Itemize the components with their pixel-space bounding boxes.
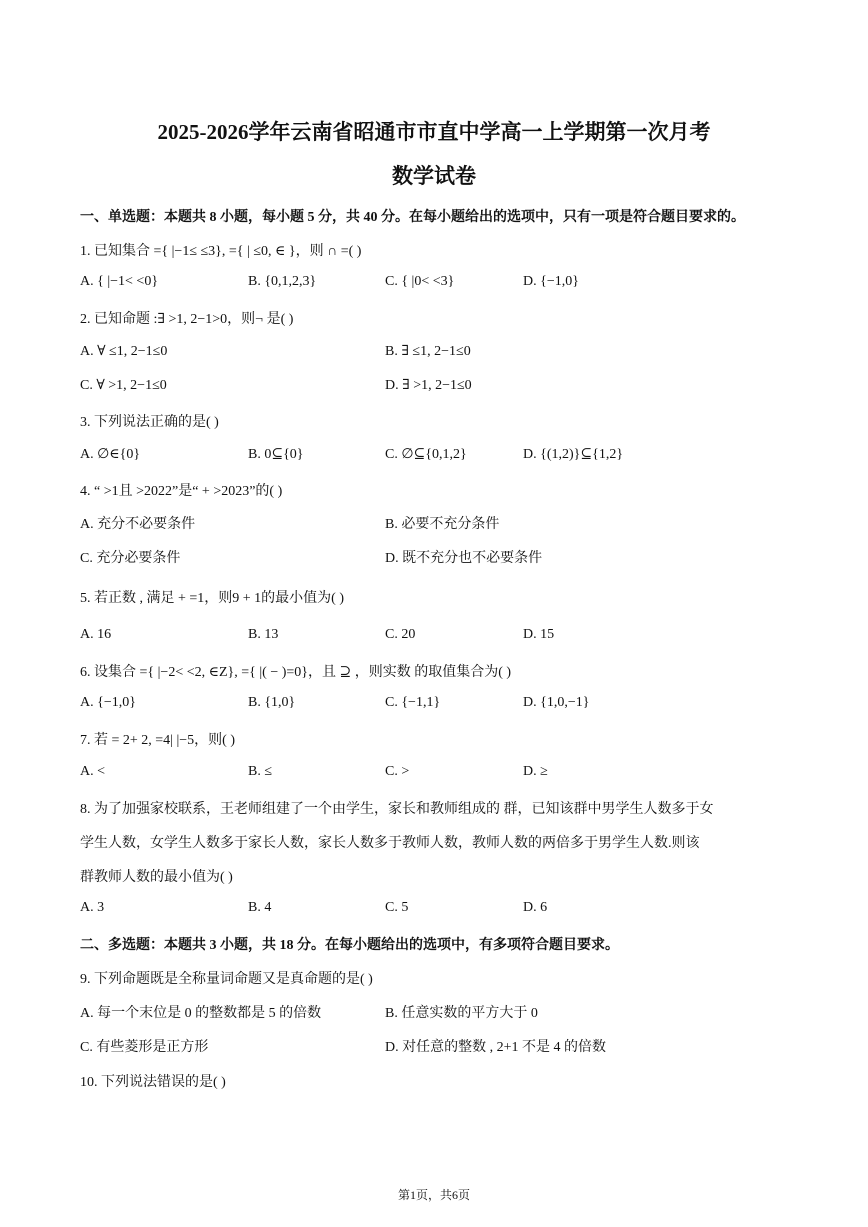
exam-subtitle: 数学试卷 xyxy=(392,164,476,188)
question-6-option-a: A. {−1,0} xyxy=(80,695,136,710)
page-footer: 第1页，共6页 xyxy=(397,1188,470,1202)
question-3-option-a: A. ∅∈{0} xyxy=(80,447,141,462)
question-3-stem: 3. 下列说法正确的是( ) xyxy=(80,415,219,430)
question-8-stem-line-3: 群教师人数的最小值为( ) xyxy=(80,870,233,885)
question-5-option-a: A. 16 xyxy=(80,627,112,642)
question-4-option-a: A. 充分不必要条件 xyxy=(80,517,196,532)
exam-title: 2025-2026学年云南省昭通市市直中学高一上学期第一次月考 xyxy=(157,120,711,144)
question-1-option-b: B. {0,1,2,3} xyxy=(248,274,317,289)
question-1-option-d: D. {−1,0} xyxy=(523,274,579,289)
question-8-option-c: C. 5 xyxy=(385,900,409,915)
question-9-stem: 9. 下列命题既是全称量词命题又是真命题的是( ) xyxy=(80,972,373,987)
question-1-option-a: A. { |−1< <0} xyxy=(80,274,159,289)
question-7-option-c: C. > xyxy=(385,764,410,779)
question-3-option-c: C. ∅⊆{0,1,2} xyxy=(385,447,467,462)
question-2-option-b: B. ∃ ≤1, 2−1≤0 xyxy=(385,344,471,359)
question-3-option-d: D. {(1,2)}⊆{1,2} xyxy=(523,447,624,462)
question-7-stem: 7. 若 = 2+ 2, =4| |−5，则( ) xyxy=(80,733,236,748)
question-2-option-a: A. ∀ ≤1, 2−1≤0 xyxy=(80,344,168,359)
question-5-option-d: D. 15 xyxy=(523,627,555,642)
question-8-stem-line-1: 8. 为了加强家校联系，王老师组建了一个由学生，家长和教师组成的 群，已知该群中男学生人数多于女 xyxy=(80,802,714,817)
question-4-option-c: C. 充分必要条件 xyxy=(80,551,181,566)
question-2-option-c: C. ∀ >1, 2−1≤0 xyxy=(80,378,167,393)
question-9-option-a: A. 每一个末位是 0 的整数都是 5 的倍数 xyxy=(80,1006,322,1021)
question-2-option-d: D. ∃ >1, 2−1≤0 xyxy=(385,378,472,393)
question-6-option-c: C. {−1,1} xyxy=(385,695,441,710)
question-10-stem: 10. 下列说法错误的是( ) xyxy=(80,1075,226,1090)
question-9-option-c: C. 有些菱形是正方形 xyxy=(80,1040,209,1055)
question-5-option-c: C. 20 xyxy=(385,627,416,642)
question-9-option-b: B. 任意实数的平方大于 0 xyxy=(385,1006,538,1021)
question-7-option-d: D. ≥ xyxy=(523,764,548,779)
question-8-option-a: A. 3 xyxy=(80,900,105,915)
question-7-option-a: A. < xyxy=(80,764,106,779)
section-multi-choice-header: 二、多选题：本题共 3 小题，共 18 分。在每小题给出的选项中，有多项符合题目要求。 xyxy=(80,938,619,953)
question-6-stem: 6. 设集合 ={ |−2< <2, ∈Z}, ={ |( − )=0}，且 ⊇ ，则实数 的取值集合为( ) xyxy=(80,665,512,680)
question-5-option-b: B. 13 xyxy=(248,627,279,642)
question-5-stem: 5. 若正数 , 满足 + =1，则9 + 1的最小值为( ) xyxy=(80,591,345,606)
question-4-option-d: D. 既不充分也不必要条件 xyxy=(385,551,543,566)
question-1-option-c: C. { |0< <3} xyxy=(385,274,455,289)
question-3-option-b: B. 0⊆{0} xyxy=(248,447,304,462)
question-6-option-d: D. {1,0,−1} xyxy=(523,695,590,710)
question-7-option-b: B. ≤ xyxy=(248,764,273,779)
question-8-stem-line-2: 学生人数，女学生人数多于家长人数，家长人数多于教师人数，教师人数的两倍多于男学生人数.则该 xyxy=(80,836,700,851)
question-2-stem: 2. 已知命题 :∃ >1, 2−1>0，则¬ 是( ) xyxy=(80,312,294,327)
question-4-stem: 4. “ >1且 >2022”是“ + >2023”的( ) xyxy=(80,484,283,499)
question-1-stem: 1. 已知集合 ={ |−1≤ ≤3}, ={ | ≤0, ∈ }，则 ∩ =( ) xyxy=(80,244,362,259)
question-4-option-b: B. 必要不充分条件 xyxy=(385,517,500,532)
question-9-option-d: D. 对任意的整数 , 2+1 不是 4 的倍数 xyxy=(385,1040,607,1055)
question-8-option-d: D. 6 xyxy=(523,900,548,915)
question-6-option-b: B. {1,0} xyxy=(248,695,296,710)
question-8-option-b: B. 4 xyxy=(248,900,272,915)
section-single-choice-header: 一、单选题：本题共 8 小题，每小题 5 分，共 40 分。在每小题给出的选项中，只有一项是符合题目要求的。 xyxy=(80,210,745,225)
